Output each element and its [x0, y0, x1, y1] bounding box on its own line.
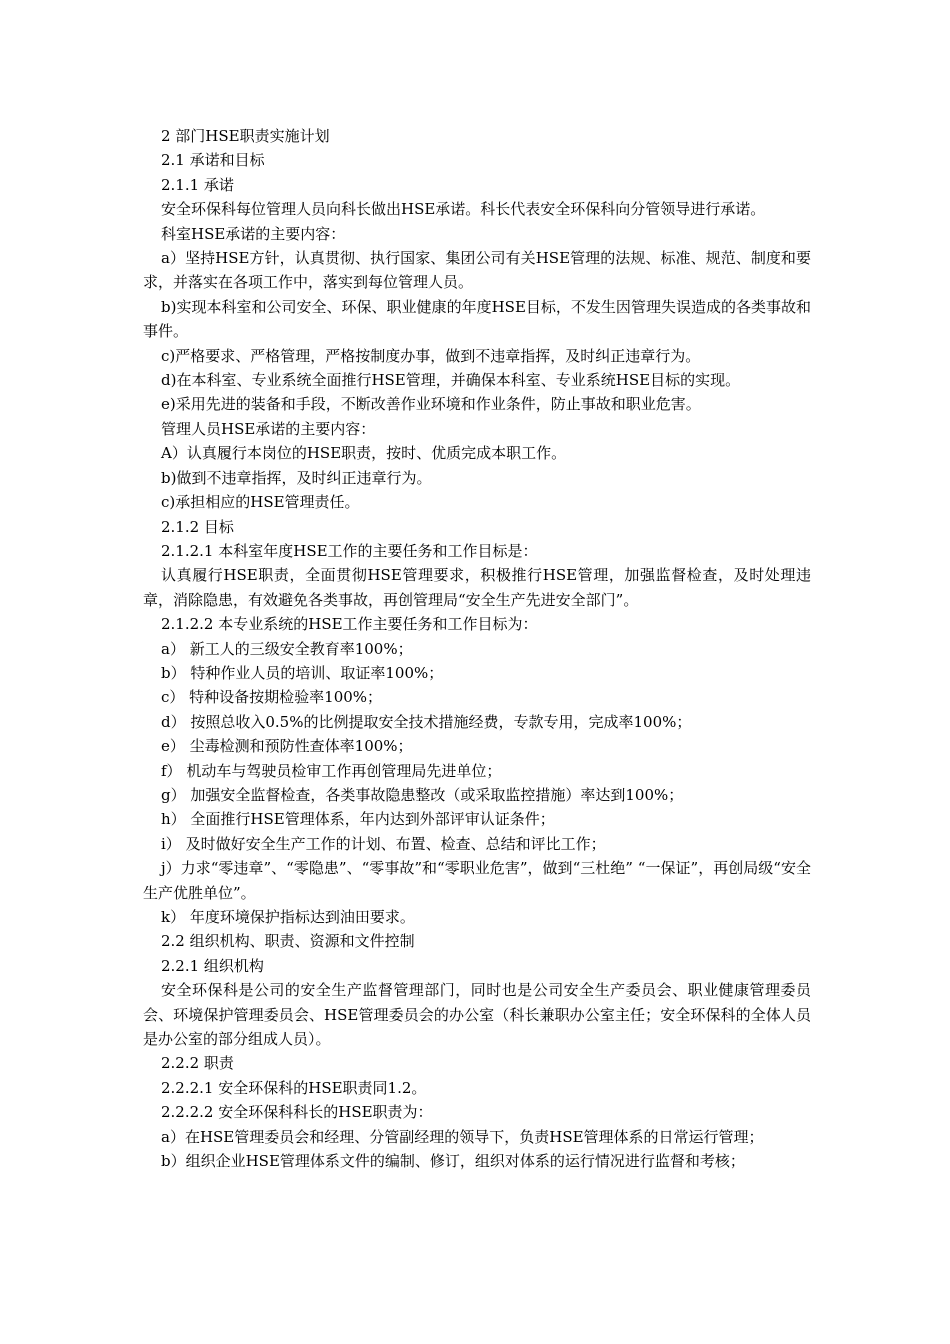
- list-item: f） 机动车与驾驶员检审工作再创管理局先进单位；: [161, 761, 502, 780]
- list-item: A）认真履行本岗位的HSE职责，按时、优质完成本职工作。: [161, 444, 567, 463]
- list-item: b)做到不违章指挥，及时纠正违章行为。: [161, 468, 432, 487]
- body-paragraph: 管理人员HSE承诺的主要内容：: [161, 419, 376, 438]
- body-paragraph: 科室HSE承诺的主要内容：: [161, 224, 346, 243]
- list-item: c)严格要求、严格管理，严格按制度办事，做到不违章指挥，及时纠正违章行为。: [161, 346, 701, 365]
- list-item: g） 加强安全监督检查，各类事故隐患整改（或采取监控措施）率达到100%；: [161, 785, 684, 804]
- section-heading: 2 部门HSE职责实施计划: [161, 127, 330, 145]
- list-item: k） 年度环境保护指标达到油田要求。: [161, 908, 415, 926]
- subsection-heading: 2.2 组织机构、职责、资源和文件控制: [161, 932, 415, 951]
- list-item: a）坚持HSE方针，认真贯彻、执行国家、集团公司有关HSE管理的法规、标准、规范、制度和要求，并落实在各项工作中，落实到每位管理人员。: [143, 249, 811, 292]
- list-item: a） 新工人的三级安全教育率100%；: [161, 639, 413, 658]
- list-item: d） 按照总收入0.5%的比例提取安全技术措施经费，专款专用，完成率100%；: [161, 712, 692, 731]
- subsection-heading: 2.1.2.1 本科室年度HSE工作的主要任务和工作目标是：: [161, 541, 538, 560]
- list-item: i） 及时做好安全生产工作的计划、布置、检查、总结和评比工作；: [161, 834, 606, 853]
- subsection-heading: 2.2.2.1 安全环保科的HSE职责同1.2。: [161, 1078, 427, 1097]
- subsection-heading: 2.1 承诺和目标: [161, 151, 265, 170]
- list-item: e)采用先进的装备和手段，不断改善作业环境和作业条件，防止事故和职业危害。: [161, 395, 701, 414]
- body-paragraph: 安全环保科每位管理人员向科长做出HSE承诺。科长代表安全环保科向分管领导进行承诺。: [161, 200, 766, 219]
- list-item: b)实现本科室和公司安全、环保、职业健康的年度HSE目标，不发生因管理失误造成的各类事故和事件。: [143, 297, 811, 341]
- list-item: j）力求“零违章”、“零隐患”、“零事故”和“零职业危害”，做到“三杜绝” “一保证”，再创局级“安全生产优胜单位”。: [143, 859, 811, 902]
- subsection-heading: 2.2.2.2 安全环保科科长的HSE职责为：: [161, 1103, 433, 1122]
- subsection-heading: 2.1.1 承诺: [161, 175, 234, 194]
- body-paragraph: 安全环保科是公司的安全生产监督管理部门，同时也是公司安全生产委员会、职业健康管理委员会、环境保护管理委员会、HSE管理委员会的办公室（科长兼职办公室主任；安全环保科的全体人员是办公室的部分组成人员）。: [143, 981, 811, 1049]
- list-item: b）组织企业HSE管理体系文件的编制、修订，组织对体系的运行情况进行监督和考核；: [161, 1152, 745, 1171]
- subsection-heading: 2.2.1 组织机构: [161, 956, 264, 975]
- subsection-heading: 2.2.2 职责: [161, 1054, 234, 1073]
- list-item: c)承担相应的HSE管理责任。: [161, 493, 360, 512]
- list-item: d)在本科室、专业系统全面推行HSE管理，并确保本科室、专业系统HSE目标的实现。: [161, 371, 741, 390]
- document-body: [143, 124, 811, 1173]
- body-paragraph: 认真履行HSE职责，全面贯彻HSE管理要求，积极推行HSE管理，加强监督检查，及时处理违章，消除隐患，有效避免各类事故，再创管理局“安全生产先进安全部门”。: [143, 566, 811, 609]
- list-item: h） 全面推行HSE管理体系，年内达到外部评审认证条件；: [161, 810, 555, 829]
- subsection-heading: 2.1.2 目标: [161, 517, 234, 536]
- subsection-heading: 2.1.2.2 本专业系统的HSE工作主要任务和工作目标为：: [161, 615, 538, 634]
- list-item: e） 尘毒检测和预防性查体率100%；: [161, 737, 413, 756]
- list-item: b） 特种作业人员的培训、取证率100%；: [161, 663, 444, 682]
- list-item: a）在HSE管理委员会和经理、分管副经理的领导下，负责HSE管理体系的日常运行管理；: [161, 1127, 764, 1146]
- list-item: c） 特种设备按期检验率100%；: [161, 688, 383, 707]
